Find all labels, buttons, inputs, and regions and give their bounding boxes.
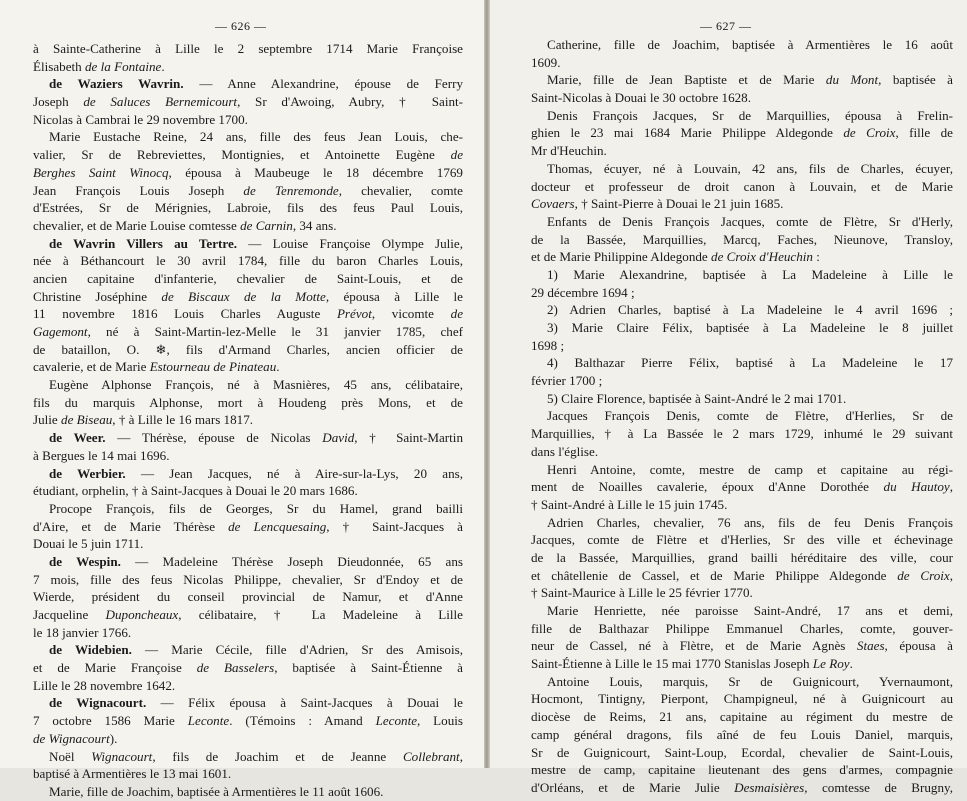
- text-segment: Denis François Jacques, Sr de Marquillies, épousa à Frelin-: [547, 107, 953, 123]
- text-segment: :: [812, 249, 820, 265]
- text-line: [33, 500, 463, 518]
- text-segment: — Madeleine Thérèse Joseph Dieudonnée, 65 ans: [120, 553, 463, 569]
- text-segment: Jacques, comte de Flètre et d'Herlies, Sr des ville et échevinage: [531, 532, 953, 548]
- text-segment: Christine Joséphine: [33, 288, 162, 304]
- right-page: [490, 0, 967, 795]
- text-line: [531, 425, 953, 443]
- text-segment: † Saint-Maurice à Lille le 25 février 1770.: [531, 585, 753, 601]
- text-segment: Enfants de Denis François Jacques, comte de Flètre, Sr d'Herly,: [547, 213, 953, 229]
- text-line: [531, 655, 953, 673]
- italic-name: de: [450, 306, 463, 322]
- text-line: [33, 624, 463, 642]
- text-line: [531, 248, 953, 266]
- text-line: [33, 376, 463, 394]
- text-line: [531, 266, 953, 284]
- text-segment: cavalerie, et de Marie: [33, 359, 150, 375]
- text-line: [33, 270, 463, 288]
- text-segment: fille de Balthazar Philippe Emmanuel Charles, comte, gouver-: [531, 620, 953, 636]
- text-line: [531, 390, 953, 408]
- text-line: [531, 407, 953, 425]
- text-segment: de bataillon, O. ❄, fils d'Armand Charles, ancien officier de: [33, 341, 463, 357]
- text-line: [531, 89, 953, 107]
- entry-heading: de Wignacourt.: [49, 695, 147, 711]
- text-segment: ).: [109, 730, 118, 746]
- text-line: [531, 496, 953, 514]
- text-line: [531, 602, 953, 620]
- text-line: [531, 284, 953, 302]
- text-segment: — Thérèse, épouse de Nicolas: [105, 430, 323, 446]
- text-line: [33, 677, 463, 695]
- text-line: [531, 761, 953, 779]
- text-line: [531, 54, 953, 72]
- text-segment: Nicolas à Cambrai le 29 novembre 1700.: [33, 111, 248, 127]
- text-line: [33, 783, 463, 801]
- italic-name: Desmaisières: [734, 779, 805, 795]
- italic-name: du Hautoy: [883, 479, 950, 495]
- text-segment: — Anne Alexandrine, épouse de Ferry: [183, 76, 464, 92]
- text-segment: Wierde, président du conseil provincial de Namur, et d'Anne: [33, 589, 463, 605]
- text-line: [531, 744, 953, 762]
- text-line: [33, 217, 463, 235]
- text-segment: Marie Henriette, née paroisse Saint-André, 17 ans et demi,: [547, 603, 953, 618]
- text-line: [33, 641, 463, 659]
- text-line: [531, 708, 953, 726]
- text-line: [33, 571, 463, 589]
- italic-name: Berghes Saint Winocq: [33, 164, 169, 180]
- italic-name: de la Fontaine: [85, 58, 162, 74]
- left-page-text: [33, 40, 463, 801]
- text-line: [531, 160, 953, 178]
- italic-name: de Biseau: [61, 412, 113, 428]
- text-segment: .: [276, 359, 280, 375]
- text-line: [33, 518, 463, 536]
- text-segment: — Félix épousa à Saint-Jacques à Douai le: [146, 695, 463, 711]
- text-line: [531, 443, 953, 461]
- text-segment: Joseph: [33, 94, 84, 110]
- text-line: [33, 447, 463, 465]
- text-segment: . (Témoins : Amand: [229, 713, 376, 729]
- right-page-text: [531, 36, 953, 797]
- text-line: [531, 195, 953, 213]
- italic-name: Le Roy: [812, 656, 850, 672]
- text-segment: dans l'église.: [531, 443, 599, 459]
- text-line: [531, 107, 953, 125]
- italic-name: de Wignacourt: [33, 730, 110, 746]
- text-line: [33, 429, 463, 447]
- italic-name: Gagemont: [33, 324, 88, 339]
- text-line: [531, 354, 953, 372]
- entry-heading: de Wespin.: [49, 553, 121, 569]
- text-line: [33, 40, 463, 58]
- text-segment: de la Bassée, Marquillies, grand bailli héréditaire des ville, cour: [531, 549, 953, 565]
- text-segment: baptisé à Armentières le 13 mai 1601.: [33, 766, 232, 782]
- text-line: [531, 213, 953, 231]
- text-line: [531, 231, 953, 249]
- text-line: [531, 337, 953, 355]
- text-line: [33, 694, 463, 712]
- text-segment: Eugène Alphonse François, né à Masnières, 45 ans, célibataire,: [49, 377, 463, 393]
- text-line: [531, 549, 953, 567]
- italic-name: Collebrant: [402, 748, 460, 764]
- text-segment: , † Saint-Martin: [354, 430, 463, 446]
- text-segment: 1698 ;: [531, 337, 565, 353]
- text-line: [33, 553, 463, 571]
- italic-name: de Croix: [897, 567, 950, 583]
- text-line: [531, 514, 953, 532]
- italic-name: Prévot: [336, 306, 372, 322]
- text-segment: docteur et professeur de droit canon à Louvain, et de Marie: [531, 178, 953, 194]
- italic-name: Estourneau de Pinateau: [149, 359, 277, 375]
- text-segment: née à Béthancourt le 30 avril 1784, fille du baron Charles Louis,: [33, 253, 463, 269]
- text-segment: , chevalier, comte: [338, 182, 463, 198]
- text-line: [33, 305, 463, 323]
- text-segment: , célibataire, † La Madeleine à Lille: [178, 607, 463, 622]
- text-segment: ghien le 23 mai 1684 Marie Philippe Aldegonde: [531, 125, 844, 141]
- text-segment: , épousa à Lille le: [325, 288, 463, 304]
- left-page: [0, 0, 484, 799]
- text-line: [531, 620, 953, 638]
- text-line: [33, 341, 463, 359]
- text-line: [33, 288, 463, 306]
- italic-name: de: [450, 147, 463, 163]
- text-segment: camp général dragons, fils aîné de feu Louis Daniel, marquis,: [531, 726, 953, 742]
- text-line: [33, 411, 463, 429]
- text-segment: , vicomte: [371, 306, 451, 322]
- text-segment: à Sainte-Catherine à Lille le 2 septembre 1714 Marie Françoise: [33, 41, 463, 56]
- text-line: [531, 567, 953, 585]
- italic-name: de Lencquesaing: [228, 518, 327, 534]
- text-segment: , fille de: [895, 125, 953, 141]
- entry-heading: de Wavrin Villers au Tertre.: [49, 235, 238, 251]
- text-segment: Marquillies, † à La Bassée le 2 mars 1729, inhumé le 29 suivant: [531, 426, 953, 442]
- text-segment: Procope François, fils de Georges, Sr du Hamel, grand bailli: [49, 500, 463, 516]
- text-line: [33, 252, 463, 270]
- text-segment: Noël: [49, 748, 92, 764]
- italic-name: du Mont: [825, 72, 879, 88]
- text-segment: mestre de camp, capitaine lieutenant des gens d'armes, compagnie: [531, 762, 953, 778]
- text-line: [33, 748, 463, 766]
- text-segment: Marie, fille de Jean Baptiste et de Marie: [547, 72, 826, 88]
- text-segment: et châtellenie de Cassel, et de Marie Philippe Aldegonde: [531, 567, 898, 583]
- text-segment: ,: [949, 567, 953, 583]
- text-segment: , épousa à Maubeuge le 18 décembre 1769: [168, 164, 463, 180]
- text-segment: .: [161, 58, 165, 74]
- text-segment: Douai le 5 juin 1711.: [33, 536, 144, 552]
- text-line: [33, 712, 463, 730]
- entry-heading: de Waziers Wavrin.: [49, 76, 184, 92]
- italic-name: Leconte: [187, 713, 230, 729]
- text-segment: Thomas, écuyer, né à Louvain, 42 ans, fils de Charles, écuyer,: [547, 160, 953, 176]
- text-segment: .: [849, 656, 853, 672]
- text-line: [33, 111, 463, 129]
- text-segment: 11 novembre 1816 Louis Charles Auguste: [33, 306, 337, 322]
- text-segment: , né à Saint-Martin-lez-Melle le 31 janvier 1785, chef: [87, 324, 463, 339]
- text-segment: 4) Balthazar Pierre Félix, baptisé à La Madeleine le 17: [547, 355, 953, 371]
- italic-name: Leconte: [375, 713, 418, 729]
- italic-name: de Basselers: [196, 660, 275, 676]
- text-segment: Henri Antoine, comte, mestre de camp et capitaine au régi-: [547, 461, 953, 477]
- text-segment: Adrien Charles, chevalier, 76 ans, fils de feu Denis François: [547, 514, 953, 530]
- text-line: [33, 394, 463, 412]
- text-line: [33, 482, 463, 500]
- text-line: [531, 673, 953, 691]
- text-segment: , Louis: [417, 713, 463, 729]
- text-segment: , Sr d'Awoing, Aubry, † Saint-: [237, 94, 463, 110]
- text-segment: , comtesse de Brugny,: [804, 779, 953, 795]
- italic-name: de Tenremonde: [243, 182, 339, 198]
- text-segment: 2) Adrien Charles, baptisé à La Madeleine le 4 avril 1696 ;: [547, 302, 953, 318]
- page-number-right: — 627 —: [700, 19, 752, 33]
- text-segment: de la Bassée, Marquillies, Marcq, Faches, Nieunove, Transloy,: [531, 231, 953, 247]
- text-segment: et de Marie Françoise: [33, 660, 197, 676]
- entry-heading: de Werbier.: [49, 465, 126, 481]
- text-segment: Antoine Louis, marquis, Sr de Guignicourt, Yvernaumont,: [547, 673, 953, 689]
- text-segment: à Bergues le 14 mai 1696.: [33, 447, 170, 463]
- text-segment: ancien capitaine d'infanterie, chevalier de Saint-Louis, et de: [33, 270, 463, 286]
- text-segment: 5) Claire Florence, baptisée à Saint-André le 2 mai 1701.: [547, 390, 847, 406]
- text-segment: Lille le 28 novembre 1642.: [33, 677, 176, 693]
- text-segment: Jean François Louis Joseph: [33, 182, 244, 198]
- page-number-left: — 626 —: [215, 19, 267, 33]
- text-segment: ment de Noailles cavalerie, époux d'Anne Dorothée: [531, 479, 884, 495]
- text-line: [531, 461, 953, 479]
- text-segment: Catherine, fille de Joachim, baptisée à Armentières le 16 août: [547, 37, 953, 52]
- text-line: [33, 465, 463, 483]
- entry-heading: de Weer.: [49, 430, 106, 446]
- text-segment: neur de Cassel, né à Flètre, et de Marie Agnès: [531, 638, 857, 654]
- text-line: [531, 178, 953, 196]
- text-segment: , † Saint-Pierre à Douai le 21 juin 1685.: [574, 196, 784, 212]
- text-segment: fils du marquis Alphonse, mort à Houdeng près Mons, et de: [33, 394, 463, 410]
- italic-name: de Croix d'Heuchin: [711, 249, 813, 265]
- text-line: [531, 142, 953, 160]
- text-segment: 7 octobre 1586 Marie: [33, 713, 188, 729]
- italic-name: de Carnin: [240, 217, 293, 233]
- text-line: [33, 358, 463, 376]
- text-segment: 29 décembre 1694 ;: [531, 284, 635, 300]
- entry-heading: de Widebien.: [49, 642, 132, 658]
- text-line: [33, 535, 463, 553]
- text-segment: le 18 janvier 1766.: [33, 624, 132, 640]
- text-line: [33, 659, 463, 677]
- text-line: [531, 372, 953, 390]
- text-segment: Julie: [33, 412, 62, 428]
- text-segment: étudiant, orphelin, † à Saint-Jacques à Douai le 20 mars 1686.: [33, 483, 358, 499]
- text-line: [531, 584, 953, 602]
- text-segment: et de Marie Philippine Aldegonde: [531, 249, 712, 265]
- text-segment: Marie Eustache Reine, 24 ans, fille des feus Jean Louis, che-: [49, 129, 463, 145]
- text-line: [531, 71, 953, 89]
- text-segment: valier, Sr de Rebreviettes, Montignies, et Antoinette Eugène: [33, 147, 451, 163]
- text-line: [531, 690, 953, 708]
- text-segment: , épousa à: [884, 638, 953, 654]
- text-segment: Saint-Étienne à Lille le 15 mai 1770 Stanislas Joseph: [531, 656, 813, 672]
- text-segment: février 1700 ;: [531, 373, 603, 389]
- text-segment: 1) Marie Alexandrine, baptisée à La Madeleine à Lille le: [547, 266, 953, 282]
- text-line: [33, 235, 463, 253]
- text-segment: Marie, fille de Joachim, baptisée à Armentières le 11 août 1606.: [49, 783, 384, 799]
- italic-name: de Croix: [843, 125, 896, 141]
- text-segment: Jacques François Denis, comte de Flètre, d'Herlies, Sr de: [547, 408, 953, 424]
- text-segment: Mr d'Heuchin.: [531, 143, 607, 159]
- text-segment: ,: [949, 479, 953, 495]
- text-segment: — Louise Françoise Olympe Julie,: [237, 235, 463, 251]
- text-segment: d'Estrées, Sr de Mérignies, Labroie, fils des feus Paul Louis,: [33, 200, 463, 216]
- text-line: [531, 124, 953, 142]
- text-segment: 3) Marie Claire Félix, baptisée à La Madeleine le 8 juillet: [547, 320, 953, 335]
- italic-name: Covaers: [531, 196, 575, 212]
- text-segment: d'Orléans, et de Marie Julie: [531, 779, 735, 795]
- text-segment: 1609.: [531, 54, 561, 70]
- text-line: [33, 606, 463, 624]
- text-line: [33, 75, 463, 93]
- text-segment: — Marie Cécile, fille d'Adrien, Sr des Amisois,: [131, 642, 463, 658]
- text-line: [531, 779, 953, 797]
- text-segment: Élisabeth: [33, 58, 85, 74]
- text-segment: ,: [459, 748, 463, 764]
- text-segment: , † à Lille le 16 mars 1817.: [112, 412, 254, 428]
- text-line: [33, 164, 463, 182]
- text-segment: Saint-Nicolas à Douai le 30 octobre 1628.: [531, 90, 751, 106]
- italic-name: de Saluces Bernemicourt: [83, 94, 238, 110]
- text-line: [33, 199, 463, 217]
- text-line: [531, 726, 953, 744]
- text-segment: Sr de Guignicourt, Saint-Loup, Ecordal, chevalier de Saint-Louis,: [531, 744, 953, 760]
- text-line: [33, 323, 463, 341]
- italic-name: Staes: [856, 638, 885, 654]
- text-line: [33, 730, 463, 748]
- text-line: [33, 93, 463, 111]
- text-line: [33, 128, 463, 146]
- text-segment: , fils de Joachim et de Jeanne: [152, 748, 403, 764]
- text-segment: d'Aire, et de Marie Thérèse: [33, 518, 229, 534]
- text-segment: — Jean Jacques, né à Aire-sur-la-Lys, 20 ans,: [125, 465, 463, 481]
- text-segment: Jacqueline: [33, 607, 106, 622]
- text-line: [33, 182, 463, 200]
- text-segment: , baptisée à Saint-Étienne à: [274, 660, 463, 676]
- text-line: [531, 637, 953, 655]
- text-line: [33, 146, 463, 164]
- text-segment: , baptisée à: [878, 72, 953, 88]
- italic-name: Duponcheaux: [105, 607, 179, 622]
- text-segment: † Saint-André à Lille le 15 juin 1745.: [531, 496, 728, 512]
- text-line: [531, 301, 953, 319]
- text-segment: diocèse de Reims, 21 ans, capitaine au régiment du mestre de: [531, 709, 953, 725]
- text-segment: Hocmont, Tintigny, Pierpont, Champigneul, né à Guignicourt au: [531, 691, 953, 707]
- text-line: [531, 319, 953, 337]
- text-segment: , † Saint-Jacques à: [326, 518, 463, 534]
- text-line: [531, 36, 953, 54]
- text-line: [531, 531, 953, 549]
- text-segment: 7 mois, fille des feus Nicolas Philippe, chevalier, Sr d'Endoy et de: [33, 571, 463, 587]
- text-segment: , 34 ans.: [292, 217, 337, 233]
- text-line: [33, 58, 463, 76]
- text-line: [33, 765, 463, 783]
- text-line: [33, 588, 463, 606]
- text-segment: chevalier, et de Marie Louise comtesse: [33, 217, 241, 233]
- italic-name: David: [322, 430, 355, 446]
- text-line: [531, 478, 953, 496]
- italic-name: de Biscaux de la Motte: [161, 288, 326, 304]
- italic-name: Wignacourt: [91, 748, 153, 764]
